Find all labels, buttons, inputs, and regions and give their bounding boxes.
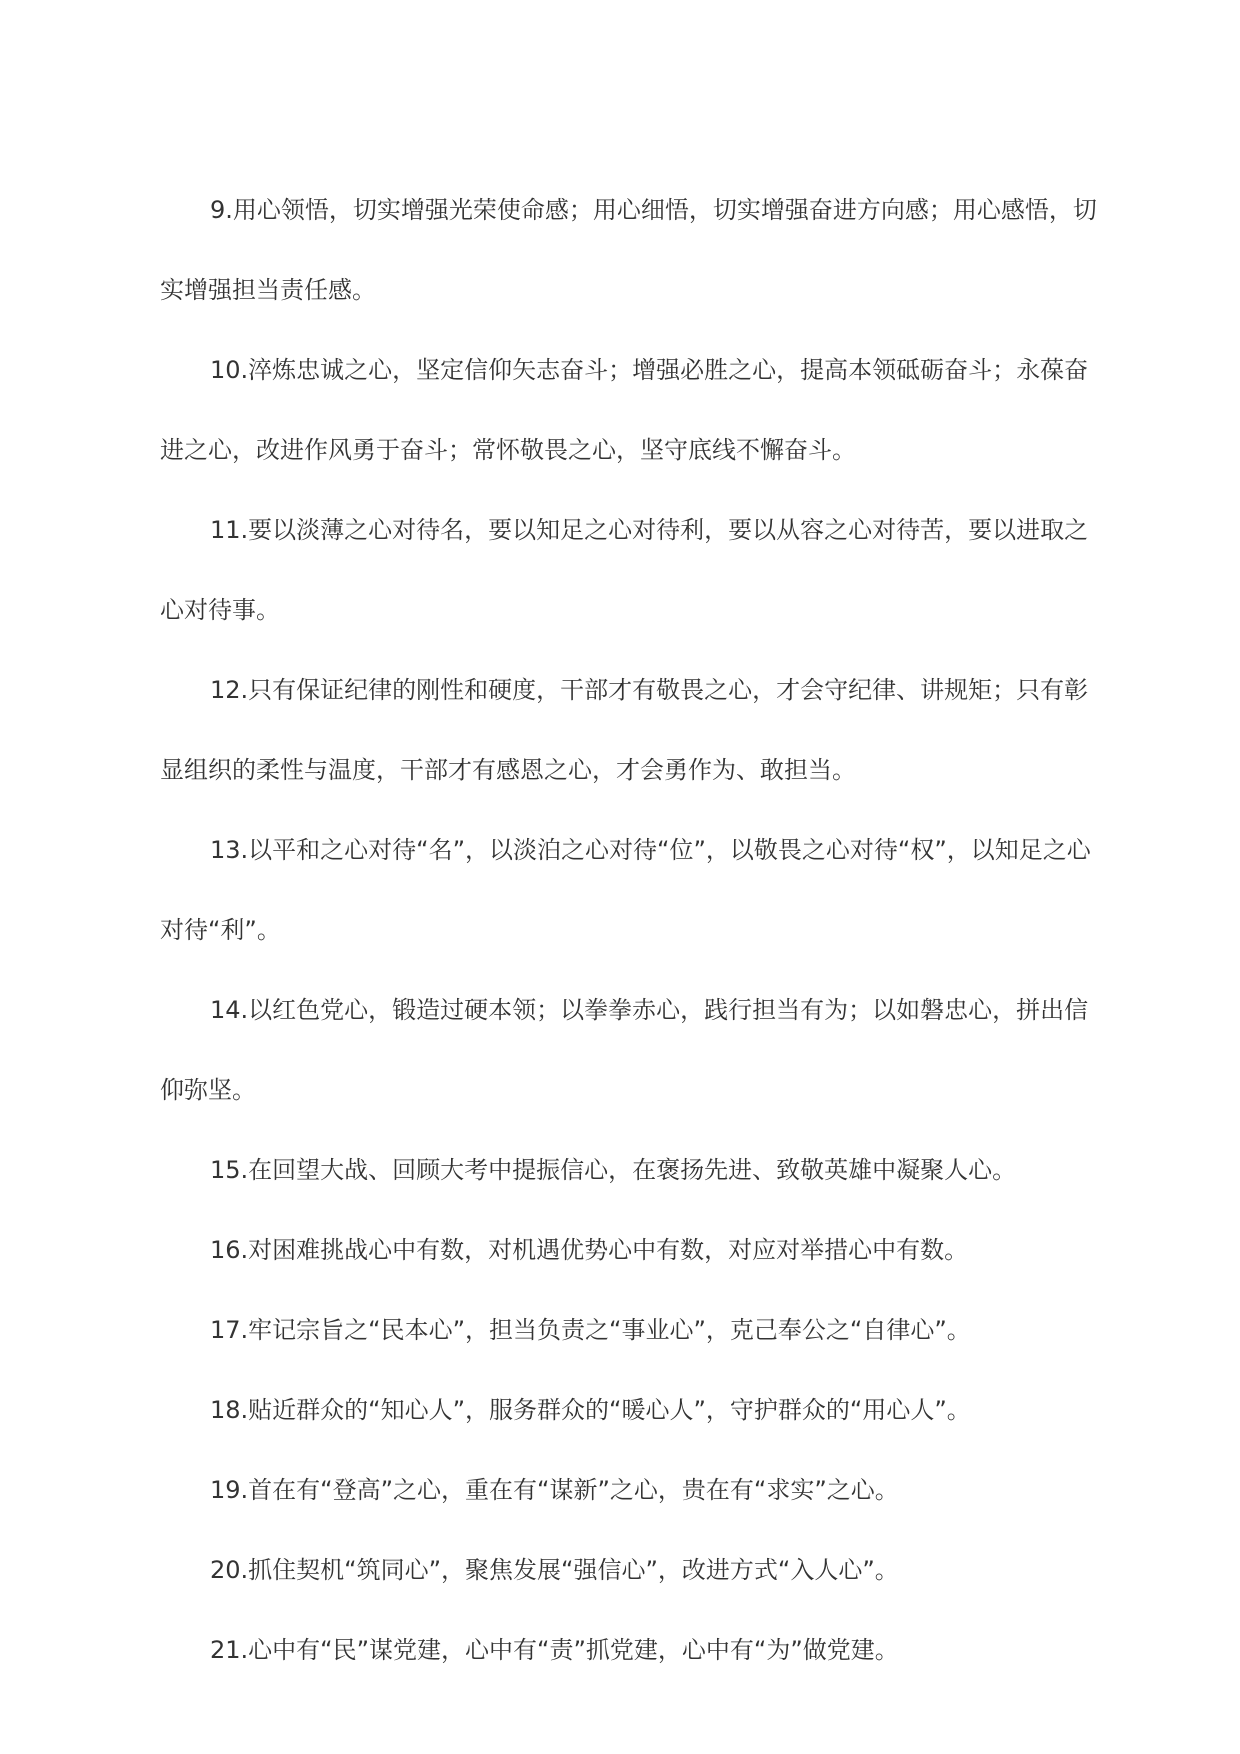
paragraph-16: 16.对困难挑战心中有数，对机遇优势心中有数，对应对举措心中有数。 xyxy=(210,1236,969,1264)
paragraph-15: 15.在回望大战、回顾大考中提振信心，在褒扬先进、致敬英雄中凝聚人心。 xyxy=(210,1156,1017,1184)
paragraph-18: 18.贴近群众的“知心人”，服务群众的“暖心人”，守护群众的“用心人”。 xyxy=(210,1396,971,1424)
paragraph-10: 10.淬炼忠诚之心，坚定信仰矢志奋斗；增强必胜之心，提高本领砥砺奋斗；永葆奋进之心，改进作风勇于奋斗；常怀敬畏之心，坚守底线不懈奋斗。 xyxy=(160,356,1089,464)
paragraph-21: 21.心中有“民”谋党建，心中有“责”抓党建，心中有“为”做党建。 xyxy=(210,1636,899,1664)
paragraph-11: 11.要以淡薄之心对待名，要以知足之心对待利，要以从容之心对待苦，要以进取之心对待事。 xyxy=(160,516,1089,624)
document-body xyxy=(160,170,1100,1690)
paragraph-13: 13.以平和之心对待“名”，以淡泊之心对待“位”，以敬畏之心对待“权”，以知足之心对待“利”。 xyxy=(160,836,1091,944)
paragraph-12: 12.只有保证纪律的刚性和硬度，干部才有敬畏之心，才会守纪律、讲规矩；只有彰显组织的柔性与温度，干部才有感恩之心，才会勇作为、敢担当。 xyxy=(160,676,1089,784)
paragraph-17: 17.牢记宗旨之“民本心”，担当负责之“事业心”，克己奉公之“自律心”。 xyxy=(210,1316,971,1344)
paragraph-20: 20.抓住契机“筑同心”，聚焦发展“强信心”，改进方式“入人心”。 xyxy=(210,1556,899,1584)
paragraph-14: 14.以红色党心，锻造过硬本领；以拳拳赤心，践行担当有为；以如磐忠心，拼出信仰弥坚。 xyxy=(160,996,1089,1104)
paragraph-19: 19.首在有“登高”之心，重在有“谋新”之心，贵在有“求实”之心。 xyxy=(210,1476,899,1504)
paragraph-9: 9.用心领悟，切实增强光荣使命感；用心细悟，切实增强奋进方向感；用心感悟，切实增强担当责任感。 xyxy=(160,196,1097,304)
